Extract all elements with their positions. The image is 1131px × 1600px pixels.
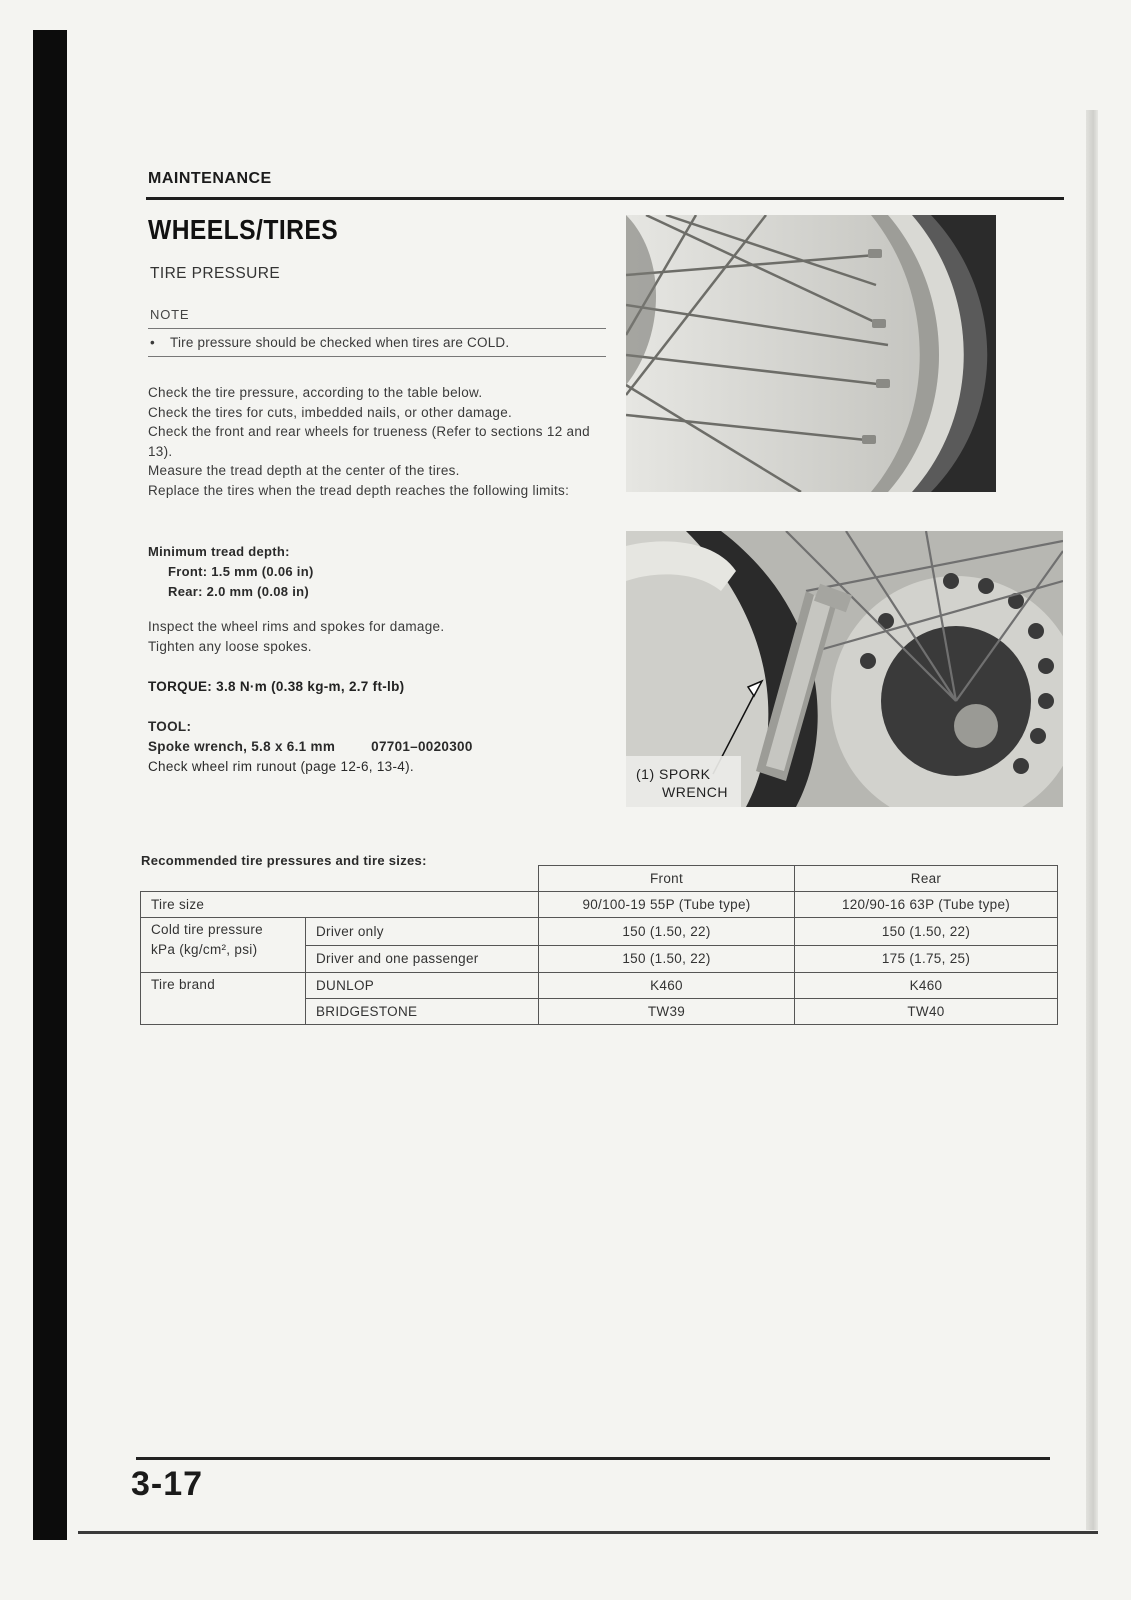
tire-size-rear: 120/90-16 63P (Tube type)	[795, 892, 1058, 918]
bullet-icon: •	[150, 335, 155, 350]
tread-rear: Rear: 2.0 mm (0.08 in)	[168, 584, 309, 599]
note-label: NOTE	[150, 307, 190, 322]
page-edge-shadow	[1086, 110, 1098, 1530]
note-rule-bottom	[148, 356, 606, 357]
inspection-instructions	[148, 383, 608, 500]
row-label-cold-pressure	[141, 918, 306, 973]
tire-spec-table	[140, 865, 1058, 1025]
driver-only-front: 150 (1.50, 22)	[539, 918, 795, 946]
dunlop-rear: K460	[795, 973, 1058, 999]
note-rule-top	[148, 328, 606, 329]
row-label-tire-brand: Tire brand	[141, 973, 306, 1025]
inspect-block	[148, 617, 444, 657]
page-title: WHEELS/TIRES	[148, 214, 339, 245]
tool-name: Spoke wrench, 5.8 x 6.1 mm	[148, 739, 336, 754]
table-row	[141, 892, 1058, 918]
bridgestone-front: TW39	[539, 999, 795, 1025]
note-text: Tire pressure should be checked when tires are COLD.	[170, 335, 510, 350]
tool-number: 07701–0020300	[371, 739, 473, 754]
header-rule	[146, 197, 1064, 200]
inspect-line: Inspect the wheel rims and spokes for damage.	[148, 619, 445, 634]
instruction-line: Check the tire pressure, according to the table below.	[148, 385, 483, 400]
driver-only-rear: 150 (1.50, 22)	[795, 918, 1058, 946]
page-number: 3-17	[131, 1465, 204, 1503]
instruction-line: Replace the tires when the tread depth reaches the following limits:	[148, 482, 570, 498]
cold-pressure-label: Cold tire pressure	[151, 922, 263, 937]
driver-passenger-rear: 175 (1.75, 25)	[795, 945, 1058, 973]
section-label: MAINTENANCE	[148, 170, 272, 187]
subsection-title: TIRE PRESSURE	[150, 265, 281, 282]
note-item	[150, 335, 509, 350]
footer-rule	[136, 1457, 1050, 1460]
empty-cell	[306, 866, 539, 892]
column-header-front: Front	[539, 866, 795, 892]
table-row	[141, 918, 1058, 946]
driver-passenger-label: Driver and one passenger	[306, 945, 539, 973]
tool-line	[148, 737, 473, 757]
page-bottom-edge	[78, 1531, 1098, 1534]
cold-pressure-units: kPa (kg/cm², psi)	[151, 942, 258, 957]
tool-label: TOOL:	[148, 719, 192, 734]
tire-size-front: 90/100-19 55P (Tube type)	[539, 892, 795, 918]
tread-heading: Minimum tread depth:	[148, 544, 290, 559]
row-label-tire-size: Tire size	[141, 892, 539, 918]
dunlop-label: DUNLOP	[306, 973, 539, 999]
wheel-spokes-illustration	[626, 215, 996, 492]
bridgestone-rear: TW40	[795, 999, 1058, 1025]
instruction-line: Check the tires for cuts, imbedded nails, or other damage.	[148, 404, 513, 420]
tool-block	[148, 717, 473, 777]
driver-passenger-front: 150 (1.50, 22)	[539, 945, 795, 973]
driver-only-label: Driver only	[306, 918, 539, 946]
dunlop-front: K460	[539, 973, 795, 999]
inspect-line: Tighten any loose spokes.	[148, 639, 312, 654]
spoke-wrench-callout	[636, 765, 728, 801]
torque-spec: TORQUE: 3.8 N·m (0.38 kg-m, 2.7 ft-lb)	[148, 679, 405, 694]
bridgestone-label: BRIDGESTONE	[306, 999, 539, 1025]
instruction-line: Measure the tread depth at the center of the tires.	[148, 463, 460, 478]
callout-line-2: WRENCH	[662, 784, 728, 800]
callout-line-1: (1) SPORK	[636, 766, 711, 782]
binding-strip	[33, 30, 67, 1540]
table-header-row	[141, 866, 1058, 892]
empty-cell	[141, 866, 306, 892]
instruction-line: Check the front and rear wheels for trueness (Refer to sections 12 and 13).	[148, 424, 590, 459]
wheel-spokes-photo	[626, 215, 996, 492]
runout-reference: Check wheel rim runout (page 12-6, 13-4).	[148, 759, 414, 774]
tread-depth-block	[148, 542, 314, 602]
column-header-rear: Rear	[795, 866, 1058, 892]
tread-front: Front: 1.5 mm (0.06 in)	[168, 564, 314, 579]
table-caption: Recommended tire pressures and tire sizes:	[141, 853, 427, 868]
table-row	[141, 973, 1058, 999]
